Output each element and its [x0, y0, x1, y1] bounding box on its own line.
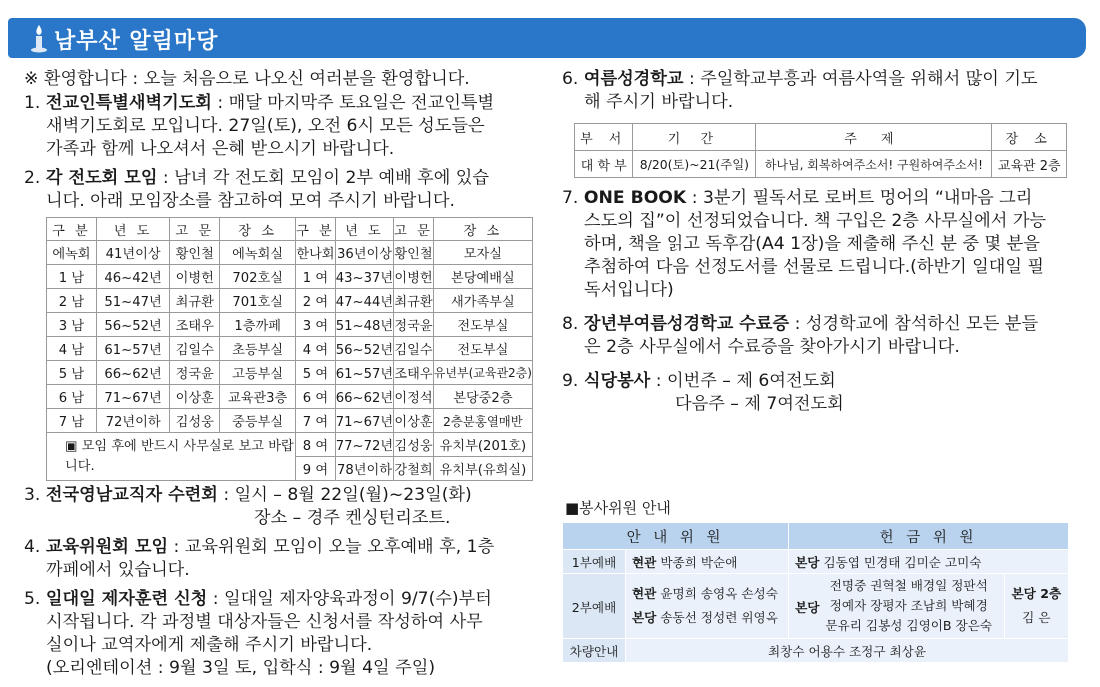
- table-cell: 7 여: [296, 409, 336, 433]
- table-cell: 71~67년: [96, 385, 169, 409]
- table-row: [47, 265, 533, 289]
- notice-num: 6.: [562, 69, 579, 89]
- names: 정예자 장평자 조남희 박혜경: [829, 598, 988, 613]
- table-cell: 정국윤: [170, 361, 220, 385]
- names: 김동엽 민경태 김미순 고미숙: [823, 555, 982, 570]
- notice-text: : 남녀 각 전도회 모임이 2부 예배 후에 있습: [157, 168, 490, 188]
- table-cell: 51~48년: [335, 313, 393, 337]
- table-cell: 초등부실: [220, 337, 296, 361]
- notice-text: 스도의 집”이 선정되었습니다. 책 구입은 2층 사무실에서 가능: [584, 211, 1047, 231]
- notice-num: 5.: [24, 589, 41, 609]
- location-label: 현관: [632, 555, 657, 570]
- notice-text: : 교육위원회 모임이 오늘 오후예배 후, 1층: [168, 537, 495, 557]
- table-row: [47, 361, 533, 385]
- notice-text: 하며, 책을 읽고 독후감(A4 1장)을 제출해 주신 분 중 몇 분을: [584, 234, 1040, 254]
- table-cell: 김일수: [170, 337, 220, 361]
- guide-cell: [626, 550, 789, 574]
- notice-num: 1.: [24, 93, 41, 113]
- notice-title: 전교인특별새벽기도회: [45, 93, 212, 113]
- notice-text: : 매달 마지막주 토요일은 전교인특별: [211, 93, 495, 113]
- table-cell: 유년부(교육관2층): [433, 361, 532, 385]
- row-label: 차량안내: [563, 639, 626, 663]
- table-cell: 에녹회실: [220, 241, 296, 265]
- table-cell: 중등부실: [220, 409, 296, 433]
- table-cell: 최규환: [170, 289, 220, 313]
- table-row: [47, 385, 533, 409]
- notice-8: [562, 313, 1082, 359]
- notice-num: 2.: [24, 168, 41, 188]
- table-row: [563, 639, 1069, 663]
- notice-5: [24, 588, 544, 680]
- table-cell: 1 남: [47, 265, 97, 289]
- notice-text: 다음주 – 제 7여전도회: [675, 394, 844, 414]
- table-cell: 1층까페: [220, 313, 296, 337]
- table-cell: 66~62년: [335, 385, 393, 409]
- table-cell: 1 여: [296, 265, 336, 289]
- table-cell: 47~44년: [335, 289, 393, 313]
- table-cell: 5 여: [296, 361, 336, 385]
- table-cell: 고등부실: [220, 361, 296, 385]
- notice-text: 가족과 함께 나오셔서 은혜 받으시기 바랍니다.: [46, 139, 395, 159]
- table-cell: 최규환: [394, 289, 434, 313]
- table-header: 장 소: [220, 218, 296, 241]
- notice-text: 독서입니다): [584, 280, 674, 300]
- notice-text: : 3분기 필독서로 로버트 멍어의 “내마음 그리: [686, 188, 1033, 208]
- table-cell: 7 남: [47, 409, 97, 433]
- table-cell: 701호실: [220, 289, 296, 313]
- right-column: [562, 68, 1082, 114]
- table-row: [47, 241, 533, 265]
- left-column-lower: [24, 484, 544, 680]
- table-header-row: [47, 218, 533, 241]
- location-label: 현관: [632, 586, 657, 601]
- notice-3: [24, 484, 544, 530]
- table-cell: 유치부(유희실): [433, 457, 532, 481]
- location-label: 본당: [795, 555, 820, 570]
- table-header: 주 제: [756, 124, 992, 151]
- table-cell: 3 여: [296, 313, 336, 337]
- table-cell: 유치부(201호): [433, 433, 532, 457]
- table-cell: 김성웅: [394, 433, 434, 457]
- table-cell: 강철희: [394, 457, 434, 481]
- table-cell: 2 남: [47, 289, 97, 313]
- table-cell: 56~52년: [335, 337, 393, 361]
- notice-text: 실이나 교역자에게 제출해 주시기 바랍니다.: [46, 635, 373, 655]
- table-cell: 이병헌: [394, 265, 434, 289]
- notice-text: : 일대일 제자양육과정이 9/7(수)부터: [207, 589, 492, 609]
- notice-2: [24, 167, 544, 213]
- notice-9: [562, 370, 1082, 416]
- names: 문유리 김봉성 김영이B 장은숙: [825, 618, 993, 633]
- table-cell: 정국윤: [394, 313, 434, 337]
- notice-num: 9.: [562, 371, 579, 391]
- table-cell: 김성웅: [170, 409, 220, 433]
- table-cell: 4 남: [47, 337, 97, 361]
- notice-text: 해 주시기 바랍니다.: [584, 92, 734, 112]
- table-note: ▣ 모임 후에 반드시 사무실로 보고 바랍니다.: [47, 433, 296, 481]
- notice-text: 은 2층 사무실에서 수료증을 찾아가시기 바랍니다.: [584, 337, 960, 357]
- location-label: 본당: [795, 599, 820, 615]
- notice-title: 식당봉사: [583, 371, 651, 391]
- table-cell: 모자실: [433, 241, 532, 265]
- table-cell: 에녹회: [47, 241, 97, 265]
- notice-title: 일대일 제자훈련 신청: [45, 589, 208, 609]
- driver-names: 최창수 어용수 조정구 최상윤: [626, 639, 1069, 663]
- table-cell: 이정석: [394, 385, 434, 409]
- notice-text: 장소 – 경주 켄싱턴리조트.: [254, 508, 451, 528]
- offering-cell: [789, 574, 1005, 639]
- notice-text: : 이번주 – 제 6여전도회: [650, 371, 836, 391]
- table-cell: 36년이상: [335, 241, 393, 265]
- table-cell: 전도부실: [433, 313, 532, 337]
- candle-icon: [28, 23, 50, 53]
- notice-title: 전국영남교직자 수련회: [45, 485, 218, 505]
- table-cell: 78년이하: [335, 457, 393, 481]
- table-cell: 43~37년: [335, 265, 393, 289]
- table-cell: 41년이상: [96, 241, 169, 265]
- table-header: 부 서: [575, 124, 633, 151]
- notice-num: 3.: [24, 485, 41, 505]
- table-cell: 8/20(토)~21(주일): [633, 151, 756, 178]
- notice-title: ONE BOOK: [583, 188, 687, 208]
- table-cell: 61~57년: [335, 361, 393, 385]
- table-header: 장 소: [433, 218, 532, 241]
- table-cell: 56~52년: [96, 313, 169, 337]
- table-row: [47, 337, 533, 361]
- service-table: [562, 522, 1069, 663]
- table-cell: 4 여: [296, 337, 336, 361]
- table-cell: 교육관 2층: [992, 151, 1067, 178]
- table-cell: 하나님, 회복하여주소서! 구원하여주소서!: [756, 151, 992, 178]
- notice-text: 새벽기도회로 모입니다. 27일(토), 오전 6시 모든 성도들은: [46, 116, 485, 136]
- table-cell: 3 남: [47, 313, 97, 337]
- guide-cell: [626, 574, 789, 639]
- row-label: 1부예배: [563, 550, 626, 574]
- table-cell: 51~47년: [96, 289, 169, 313]
- notice-title: 각 전도회 모임: [45, 168, 158, 188]
- table-cell: 6 여: [296, 385, 336, 409]
- table-cell: 5 남: [47, 361, 97, 385]
- service-section-title: ■봉사위원 안내: [565, 499, 671, 517]
- table-header: 고 문: [394, 218, 434, 241]
- table-cell: 조태우: [394, 361, 434, 385]
- table-cell: 본당예배실: [433, 265, 532, 289]
- notice-title: 교육위원회 모임: [45, 537, 169, 557]
- table-header: 년 도: [96, 218, 169, 241]
- notice-1: [24, 92, 544, 161]
- notice-text: 시작됩니다. 각 과정별 대상자들은 신청서를 작성하여 사무: [46, 612, 483, 632]
- table-header-row: [575, 124, 1067, 151]
- table-cell: 9 여: [296, 457, 336, 481]
- table-cell: 교육관3층: [220, 385, 296, 409]
- table-cell: 조태우: [170, 313, 220, 337]
- table-cell: 이상훈: [170, 385, 220, 409]
- table-cell: 2층분홍열매반: [433, 409, 532, 433]
- table-cell: 이상훈: [394, 409, 434, 433]
- location-label: 본당: [632, 610, 657, 625]
- offering-cell: [789, 550, 1069, 574]
- notice-text: : 일시 – 8월 22일(월)~23일(화): [217, 485, 472, 505]
- table-cell: 본당중2층: [433, 385, 532, 409]
- notice-title: 장년부여름성경학교 수료증: [583, 314, 790, 334]
- page-title: 남부산 알림마당: [54, 29, 219, 54]
- table-cell: 8 여: [296, 433, 336, 457]
- notice-6: [562, 68, 1082, 114]
- table-header: 헌 금 위 원: [789, 523, 1069, 550]
- table-row: [47, 313, 533, 337]
- table-cell: 새가족부실: [433, 289, 532, 313]
- table-row: [563, 574, 1069, 639]
- table-cell: 66~62년: [96, 361, 169, 385]
- notice-text: : 주일학교부흥과 여름사역을 위해서 많이 기도: [683, 69, 1038, 89]
- table-cell: 대 학 부: [575, 151, 633, 178]
- table-header: 구 분: [47, 218, 97, 241]
- table-cell: 한나회: [296, 241, 336, 265]
- table-row: [47, 409, 533, 433]
- offering-extra-cell: [1004, 574, 1068, 639]
- notice-4: [24, 536, 544, 582]
- notice-7: [562, 187, 1082, 302]
- table-header: 안 내 위 원: [563, 523, 789, 550]
- names: 전명중 권혁철 배경일 정판석: [829, 578, 988, 593]
- names: 송동선 정성련 위영옥: [660, 610, 778, 625]
- table-header: 고 문: [170, 218, 220, 241]
- vbs-table: [574, 123, 1067, 178]
- notice-text: : 성경학교에 참석하신 모든 분들: [789, 314, 1039, 334]
- table-header-row: [563, 523, 1069, 550]
- row-label: 2부예배: [563, 574, 626, 639]
- table-row: [47, 433, 533, 457]
- table-row: [575, 151, 1067, 178]
- table-header: 장 소: [992, 124, 1067, 151]
- notice-text: 추첨하여 다음 선정도서를 선물로 드립니다.(하반기 일대일 필: [584, 257, 1045, 277]
- table-cell: 2 여: [296, 289, 336, 313]
- table-cell: 전도부실: [433, 337, 532, 361]
- notice-num: 8.: [562, 314, 579, 334]
- names: 윤명희 송영옥 손성숙: [660, 586, 778, 601]
- notice-text: (오리엔테이션 : 9월 3일 토, 입학식 : 9월 4일 주일): [46, 658, 436, 678]
- table-cell: 황인철: [170, 241, 220, 265]
- names: 박종희 박순애: [660, 555, 738, 570]
- group-meeting-table: [46, 217, 533, 481]
- table-cell: 72년이하: [96, 409, 169, 433]
- table-cell: 황인철: [394, 241, 434, 265]
- header-banner: [8, 18, 1086, 58]
- table-cell: 46~42년: [96, 265, 169, 289]
- table-cell: 김일수: [394, 337, 434, 361]
- location-label: 본당 2층: [1011, 586, 1062, 601]
- table-header: 기 간: [633, 124, 756, 151]
- notice-text: 니다. 아래 모임장소를 참고하여 모여 주시기 바랍니다.: [46, 191, 455, 211]
- table-header: 년 도: [335, 218, 393, 241]
- table-cell: 이병헌: [170, 265, 220, 289]
- names: 김 은: [1022, 610, 1051, 625]
- notice-text: 까페에서 있습니다.: [46, 560, 190, 580]
- welcome-text: ※ 환영합니다 : 오늘 처음으로 나오신 여러분을 환영합니다.: [24, 69, 470, 89]
- table-header: 구 분: [296, 218, 336, 241]
- left-column: [24, 68, 544, 213]
- table-cell: 702호실: [220, 265, 296, 289]
- table-row: [47, 289, 533, 313]
- table-cell: 61~57년: [96, 337, 169, 361]
- right-column-lower: [562, 187, 1082, 416]
- table-cell: 6 남: [47, 385, 97, 409]
- table-cell: 77~72년: [335, 433, 393, 457]
- notice-title: 여름성경학교: [583, 69, 684, 89]
- notice-num: 7.: [562, 188, 579, 208]
- table-cell: 71~67년: [335, 409, 393, 433]
- table-row: [563, 550, 1069, 574]
- notice-num: 4.: [24, 537, 41, 557]
